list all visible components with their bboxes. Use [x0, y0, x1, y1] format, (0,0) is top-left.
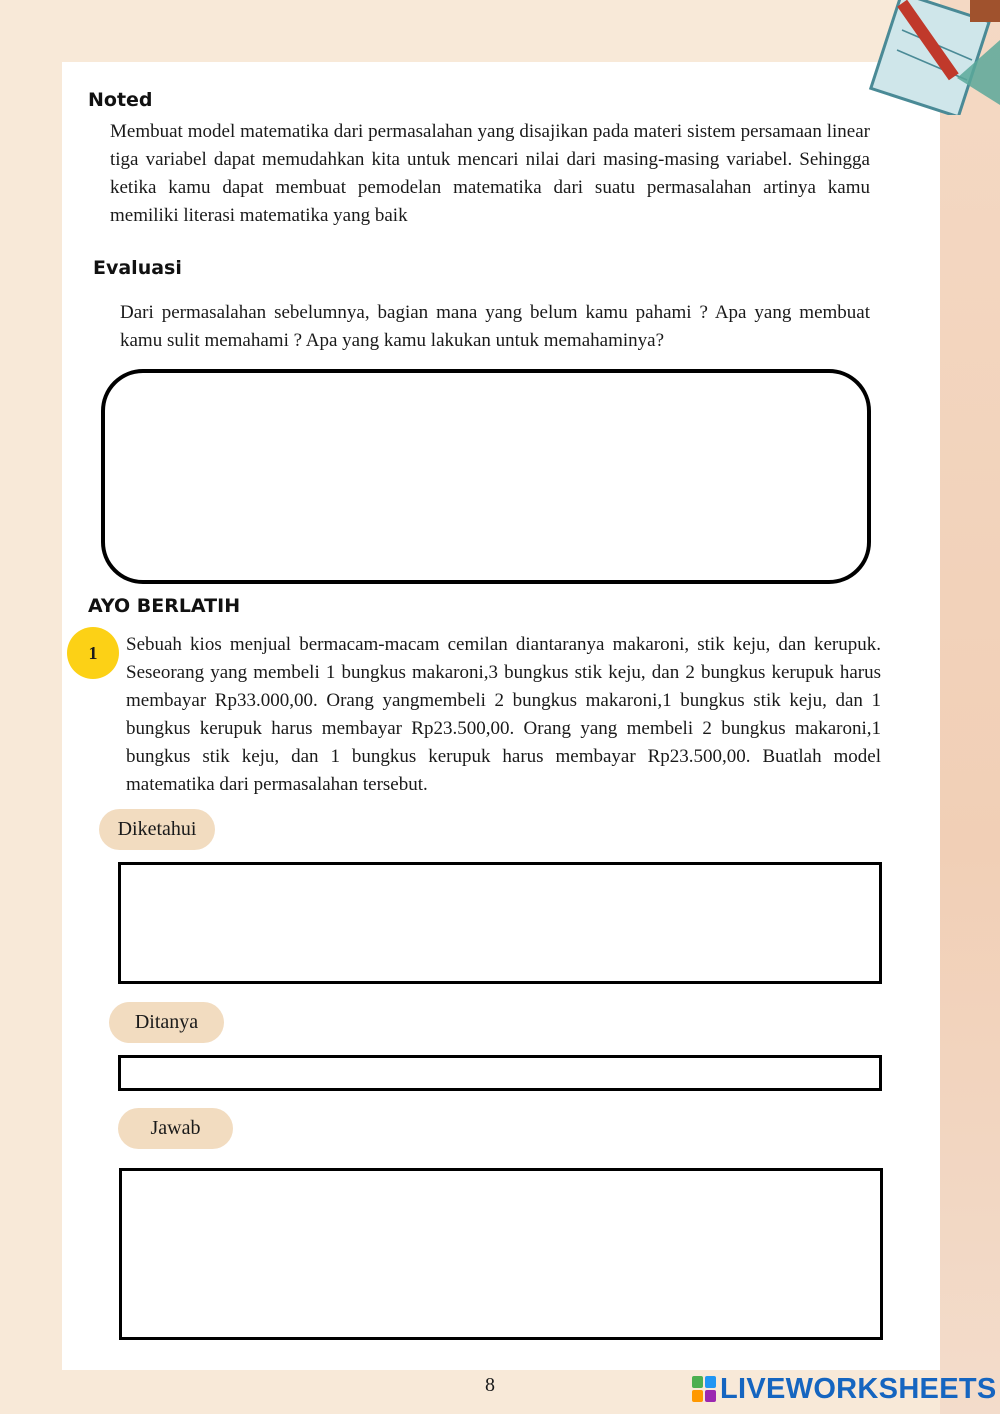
- evaluasi-answer-box[interactable]: [101, 369, 871, 584]
- evaluasi-question-text: Dari permasalahan sebelumnya, bagian mana yang belum kamu pahami ? Apa yang membuat kamu sulit memahami ? Apa yang kamu lakukan untuk memahaminya?: [120, 302, 870, 351]
- jawab-answer-box[interactable]: [119, 1168, 883, 1340]
- noted-heading: Noted: [88, 89, 153, 111]
- liveworksheets-mark-icon: [692, 1376, 716, 1402]
- evaluasi-heading: Evaluasi: [93, 257, 182, 279]
- brand-name: LIVEWORKSHEETS: [720, 1372, 997, 1405]
- ayo-berlatih-heading: AYO BERLATIH: [88, 595, 241, 617]
- liveworksheets-logo[interactable]: [692, 1372, 997, 1406]
- decorative-side-strip: [940, 0, 1000, 1414]
- jawab-label: Jawab: [118, 1108, 233, 1149]
- stationery-illustration-icon: [862, 0, 1000, 115]
- diketahui-label: Diketahui: [99, 809, 215, 850]
- page-number: 8: [485, 1374, 495, 1396]
- diketahui-answer-box[interactable]: [118, 862, 882, 984]
- question-number-badge: 1: [67, 627, 119, 679]
- noted-text: Membuat model matematika dari permasalahan yang disajikan pada materi sistem persamaan linear tiga variabel dapat memudahkan kita untuk mencari nilai dari masing-masing variabel. Sehingga ketika kamu dapat membuat pemodelan matematika dari suatu permasalahan artinya kamu memiliki literasi matematika yang baik: [110, 121, 870, 226]
- question-text: Sebuah kios menjual bermacam-macam cemilan diantaranya makaroni, stik keju, dan kerupuk. Seseorang yang membeli 1 bungkus makaroni,3 bungkus stik keju, dan 2 bungkus kerupuk harus membayar Rp33.000,00. Orang yangmembeli 2 bungkus makaroni,1 bungkus stik keju, dan 1 bungkus kerupuk harus membayar Rp23.500,00. Orang yang membeli 2 bungkus makaroni,1 bungkus stik keju, dan 1 bungkus kerupuk harus membayar Rp23.500,00. Buatlah model matematika dari permasalahan tersebut.: [126, 634, 881, 795]
- ditanya-answer-box[interactable]: [118, 1055, 882, 1091]
- ditanya-label: Ditanya: [109, 1002, 224, 1043]
